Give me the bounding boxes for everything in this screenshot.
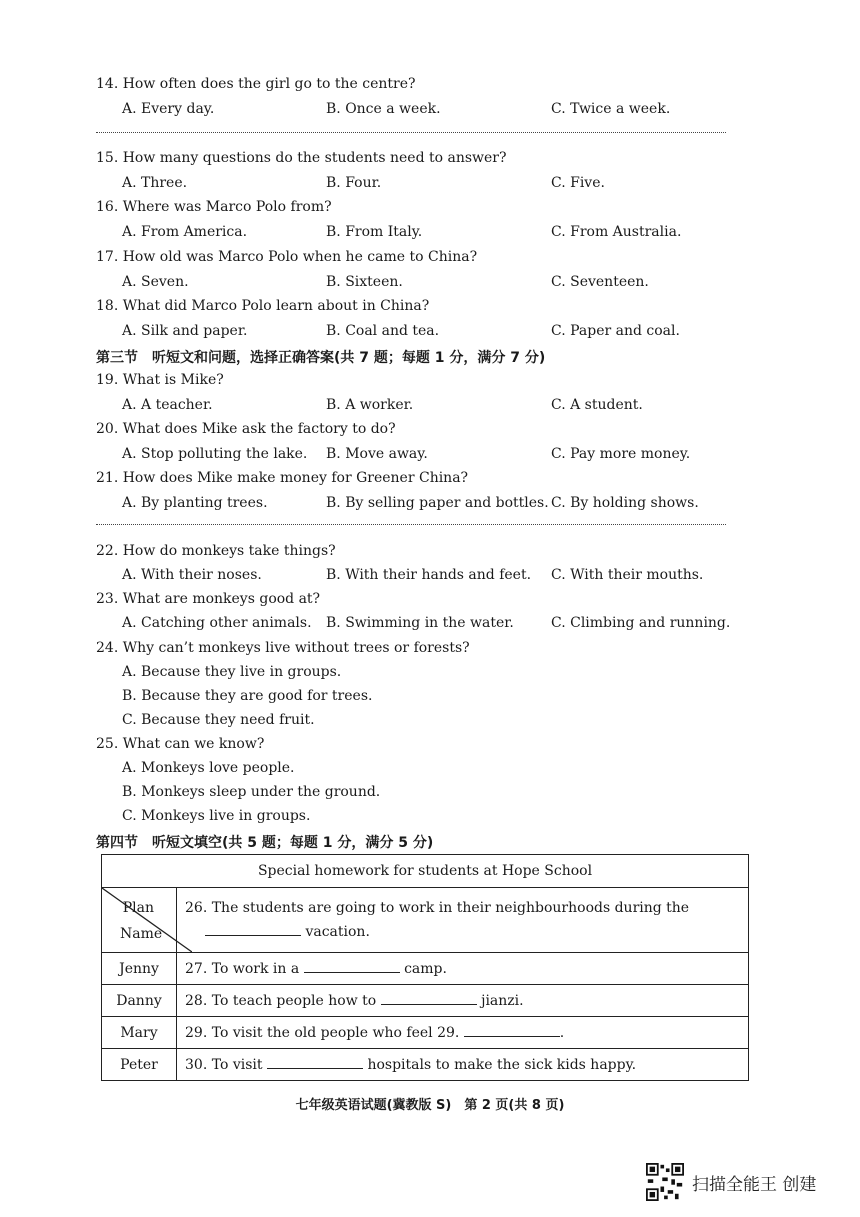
scanner-watermark [646, 1163, 816, 1201]
table-header-cell [102, 888, 177, 953]
option-a: A. From America. [122, 224, 248, 240]
question-25: 25. What can we know? [96, 736, 265, 752]
page-footer: 七年级英语试题(冀教版 S) 第 2 页(共 8 页) [295, 1098, 565, 1113]
homework-table [101, 854, 749, 1081]
question-15: 15. How many questions do the students need to answer? [96, 150, 507, 166]
option-b: B. Move away. [326, 446, 428, 462]
row-26-text: 26. The students are going to work in their neighbourhoods during the [185, 900, 690, 916]
header-name: Name [120, 926, 163, 942]
option-a: A. By planting trees. [122, 495, 268, 511]
student-name: Jenny [102, 953, 177, 985]
table-title: Special homework for students at Hope School [102, 855, 749, 888]
watermark-text: 扫描全能王 创建 [692, 1174, 817, 1195]
option-c: C. Twice a week. [551, 101, 671, 117]
dotted-divider [96, 132, 726, 133]
row-text-end: . [559, 1025, 565, 1041]
option-c: C. Seventeen. [551, 274, 649, 290]
option-b: B. Coal and tea. [326, 323, 440, 339]
option-a: A. Seven. [122, 274, 189, 290]
question-23: 23. What are monkeys good at? [96, 591, 321, 607]
answer-blank[interactable] [267, 1056, 363, 1069]
qr-code-icon [646, 1163, 684, 1201]
question-22: 22. How do monkeys take things? [96, 543, 336, 559]
section-3-heading: 第三节 听短文和问题，选择正确答案(共 7 题；每题 1 分，满分 7 分) [96, 350, 546, 366]
option-b: B. By selling paper and bottles. [326, 495, 549, 511]
answer-blank[interactable] [381, 992, 477, 1005]
option-b: B. Sixteen. [326, 274, 403, 290]
option-b: B. A worker. [326, 397, 414, 413]
question-18: 18. What did Marco Polo learn about in China? [96, 298, 430, 314]
row-text-end: camp. [404, 961, 447, 977]
student-name: Mary [102, 1017, 177, 1049]
option-a: A. Silk and paper. [122, 323, 248, 339]
option-a: A. Three. [122, 175, 188, 191]
option-c: C. By holding shows. [551, 495, 699, 511]
table-row [102, 953, 749, 985]
table-row [102, 1049, 749, 1081]
diagonal-line [102, 888, 192, 952]
table-row [102, 1017, 749, 1049]
question-17: 17. How old was Marco Polo when he came to China? [96, 249, 478, 265]
student-name: Peter [102, 1049, 177, 1081]
option-b: B. Swimming in the water. [326, 615, 514, 631]
option-c: C. A student. [551, 397, 643, 413]
row-text-end: jianzi. [481, 993, 524, 1009]
answer-blank[interactable] [304, 960, 400, 973]
option-c: C. Climbing and running. [551, 615, 731, 631]
option-b: B. Four. [326, 175, 382, 191]
row-text: 29. To visit the old people who feel 29. [185, 1025, 460, 1041]
question-14: 14. How often does the girl go to the centre? [96, 76, 416, 92]
option-c: C. Pay more money. [551, 446, 691, 462]
header-plan: Plan [122, 900, 154, 916]
option-c: C. Monkeys live in groups. [122, 808, 311, 824]
option-c: C. With their mouths. [551, 567, 704, 583]
row-text: 28. To teach people how to [185, 993, 377, 1009]
option-b: B. With their hands and feet. [326, 567, 532, 583]
student-name: Danny [102, 985, 177, 1017]
option-b: B. Monkeys sleep under the ground. [122, 784, 381, 800]
row-text: 27. To work in a [185, 961, 300, 977]
row-text-end: hospitals to make the sick kids happy. [367, 1057, 637, 1073]
option-c: C. Five. [551, 175, 605, 191]
option-a: A. Because they live in groups. [122, 664, 342, 680]
option-b: B. Once a week. [326, 101, 441, 117]
option-c: C. From Australia. [551, 224, 682, 240]
table-row-26 [177, 888, 749, 953]
question-16: 16. Where was Marco Polo from? [96, 199, 332, 215]
option-b: B. Because they are good for trees. [122, 688, 373, 704]
option-a: A. With their noses. [122, 567, 262, 583]
table-row [102, 985, 749, 1017]
option-c: C. Paper and coal. [551, 323, 680, 339]
row-text: 30. To visit [185, 1057, 263, 1073]
option-b: B. From Italy. [326, 224, 423, 240]
answer-blank[interactable] [205, 923, 301, 936]
answer-blank[interactable] [464, 1024, 560, 1037]
row-26-text-end: vacation. [305, 924, 370, 940]
option-a: A. Stop polluting the lake. [122, 446, 308, 462]
option-a: A. A teacher. [122, 397, 213, 413]
question-19: 19. What is Mike? [96, 372, 224, 388]
option-a: A. Catching other animals. [122, 615, 312, 631]
question-21: 21. How does Mike make money for Greener China? [96, 470, 469, 486]
option-a: A. Every day. [122, 101, 215, 117]
section-4-heading: 第四节 听短文填空(共 5 题；每题 1 分，满分 5 分) [96, 835, 434, 851]
dotted-divider [96, 524, 726, 525]
question-24: 24. Why can’t monkeys live without trees or forests? [96, 640, 470, 656]
option-a: A. Monkeys love people. [122, 760, 295, 776]
option-c: C. Because they need fruit. [122, 712, 315, 728]
question-20: 20. What does Mike ask the factory to do? [96, 421, 396, 437]
